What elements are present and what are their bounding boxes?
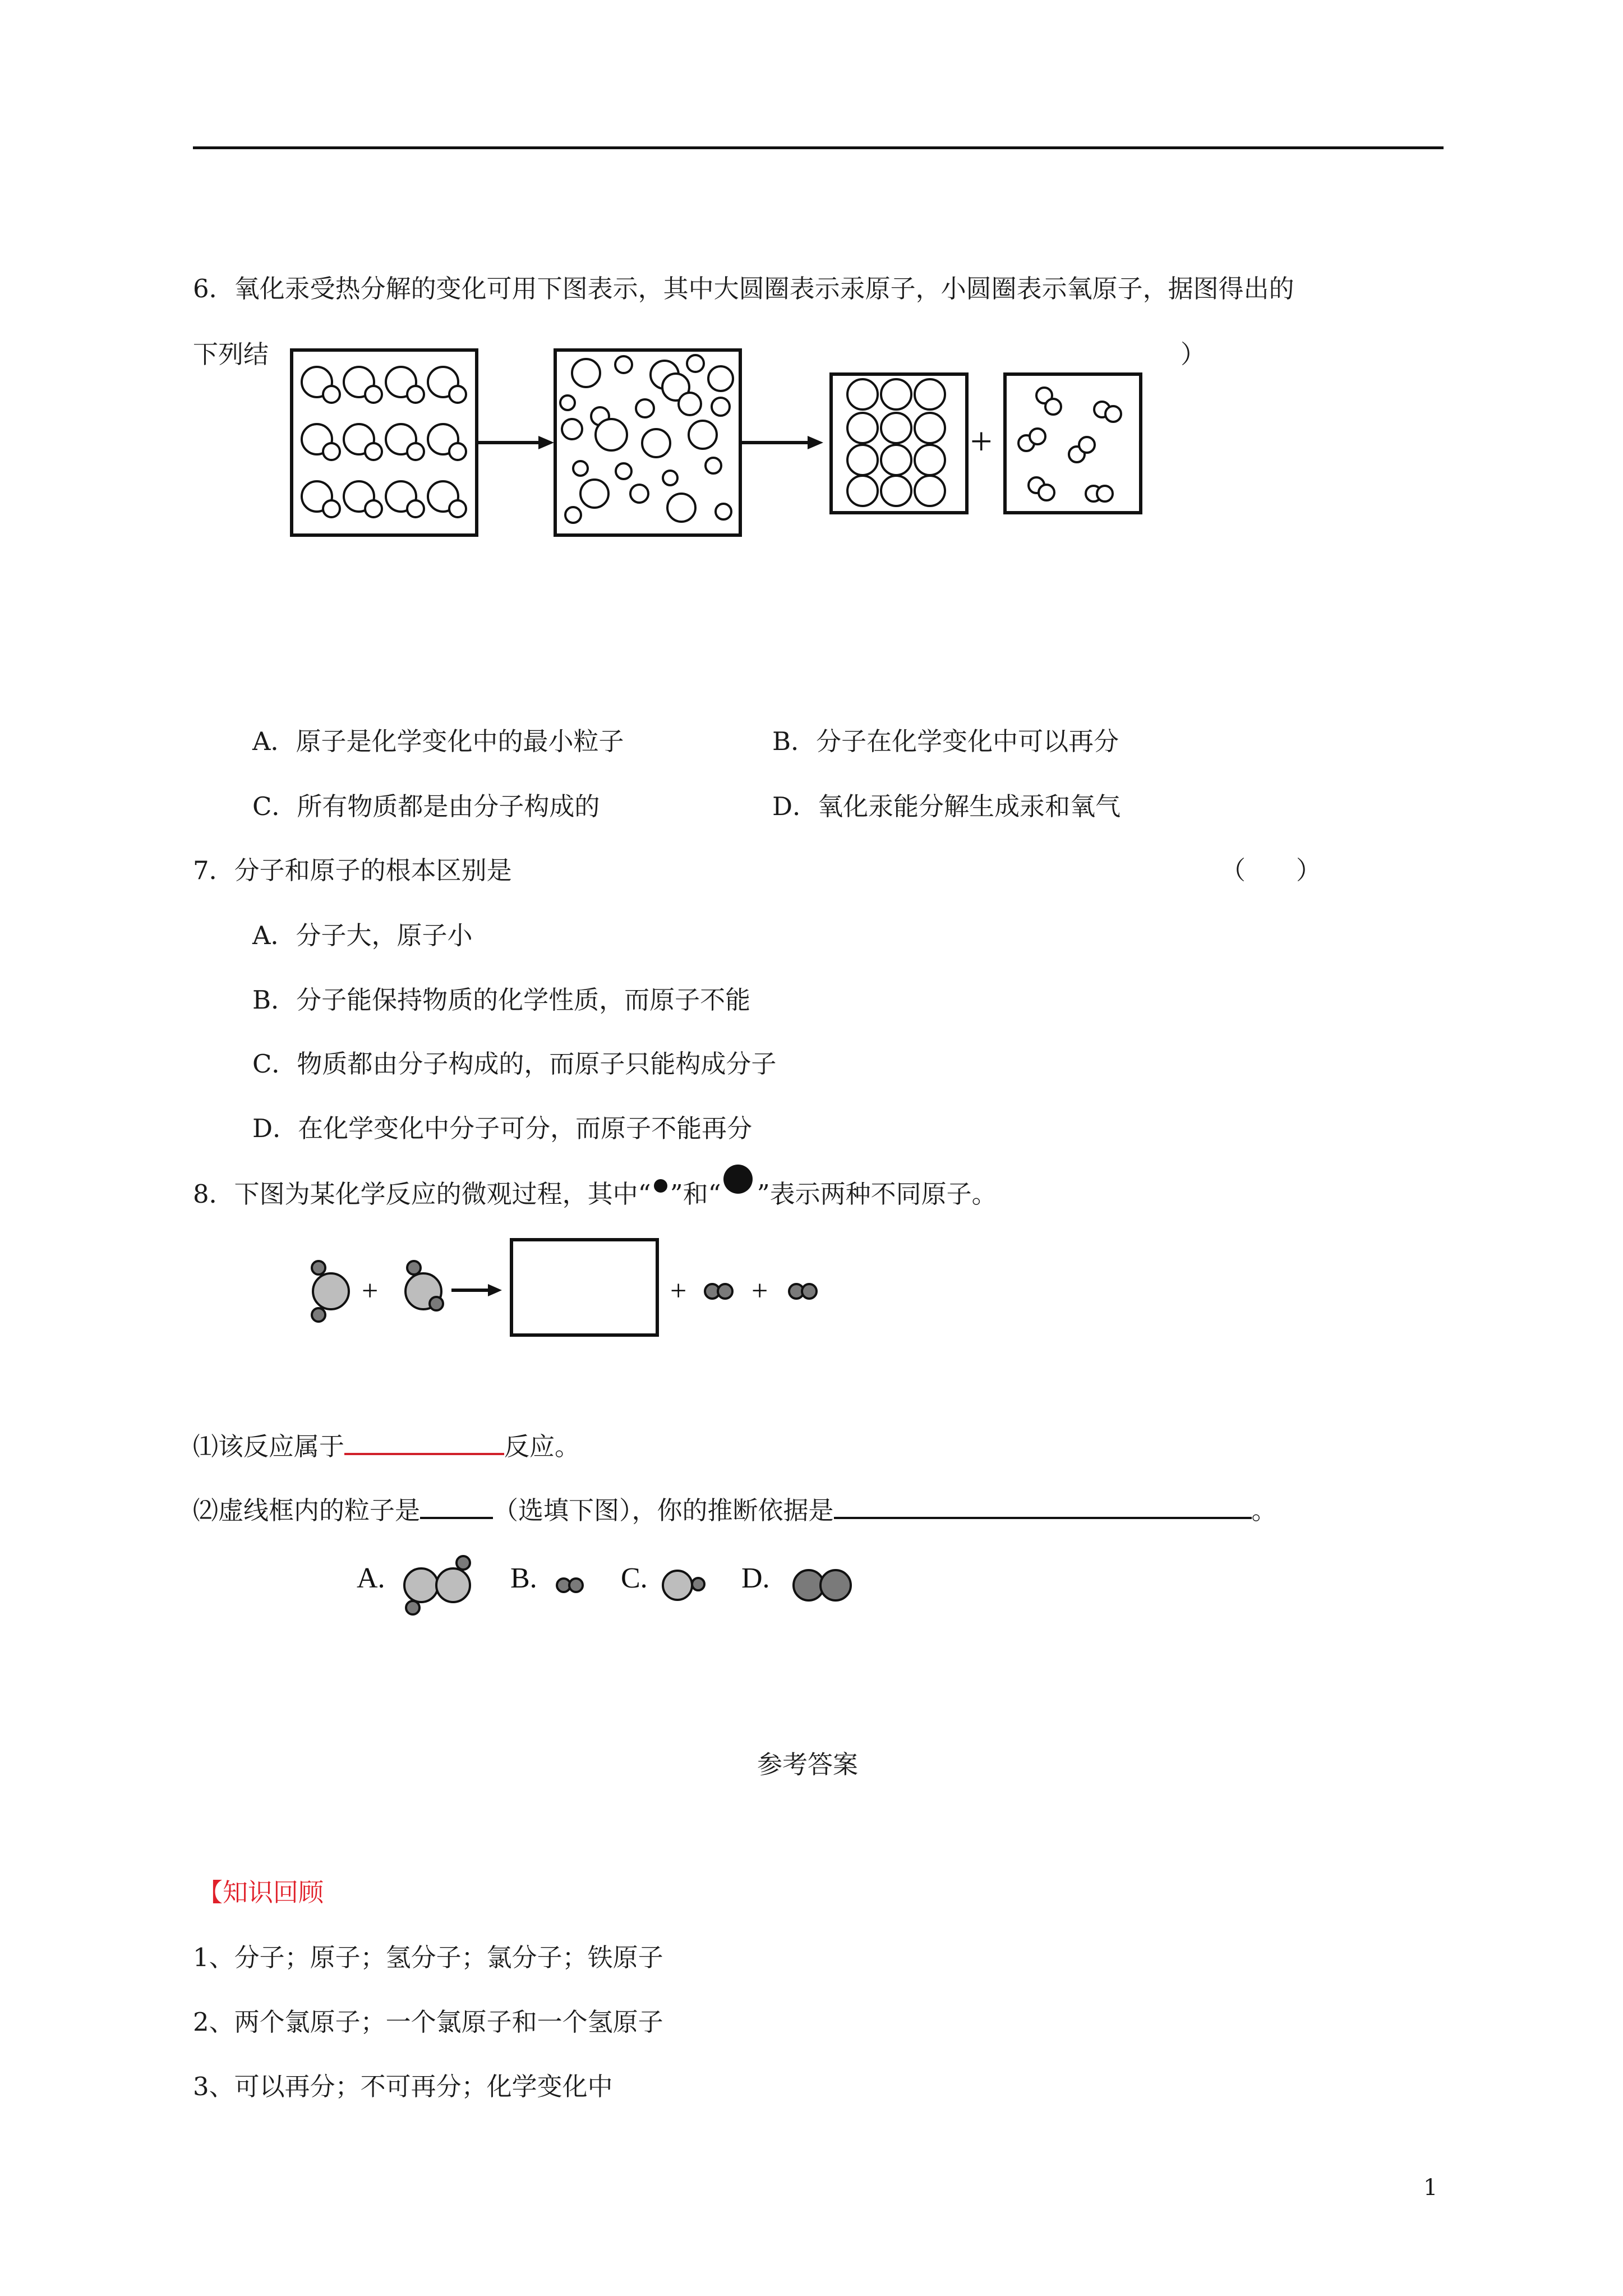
q6-decomposition-diagram <box>0 0 1623 561</box>
q8-sub1-pre: ⑴该反应属于 <box>193 1432 345 1461</box>
q8-sub2-pre: ⑵虚线框内的粒子是 <box>193 1496 421 1525</box>
q8-choice-label-b: B. <box>510 1562 537 1594</box>
q6-answer-paren: ） <box>1181 339 1206 369</box>
q8-unknown-box <box>511 1240 657 1335</box>
q6-box-mercury-oxide <box>292 350 477 535</box>
large-atom-symbol <box>721 1177 757 1203</box>
q8-arrow <box>451 1284 502 1296</box>
q8-plus-1: + <box>362 1275 379 1307</box>
q7-stem: 7．分子和原子的根本区别是 <box>193 855 512 885</box>
choice-b-molecule <box>557 1579 583 1592</box>
q6-box-oxygen <box>1005 374 1141 513</box>
choice-a-molecule <box>404 1556 470 1614</box>
q7-option-b: B．分子能保持物质的化学性质，而原子不能 <box>252 985 751 1015</box>
q6-stem-line2: 下列结 <box>193 339 269 369</box>
q6-arrow-2 <box>740 436 823 449</box>
q6-box-mercury <box>831 374 967 513</box>
q6-arrow-1 <box>477 436 554 449</box>
q8-sub2-blank-reason[interactable] <box>834 1492 1252 1519</box>
q6-option-d: D．氧化汞能分解生成汞和氧气 <box>772 792 1121 821</box>
q8-sub1-post: 反应。 <box>504 1432 580 1461</box>
q8-choice-figures <box>0 1537 1623 1616</box>
q8-stem-post: ”表示两种不同原子。 <box>757 1179 997 1209</box>
product-diatomic-2 <box>789 1284 817 1299</box>
q8-choice-label-c: C. <box>621 1562 648 1594</box>
page-number: 1 <box>1423 2175 1438 2201</box>
product-diatomic-1 <box>705 1284 732 1299</box>
q7-option-c: C．物质都由分子构成的，而原子只能构成分子 <box>252 1049 777 1079</box>
answers-title: 参考答案 <box>757 1750 859 1779</box>
q8-choice-label-d: D. <box>741 1562 770 1594</box>
q8-sub2-blank-choice[interactable] <box>420 1492 493 1519</box>
answers-section-heading: 【知识回顾 <box>197 1878 324 1907</box>
q7-option-d: D．在化学变化中分子可分，而原子不能再分 <box>252 1114 753 1143</box>
q8-plus-3: + <box>751 1275 768 1307</box>
q8-reaction-diagram <box>0 1234 1623 1369</box>
choice-d-molecule <box>794 1570 851 1600</box>
q6-option-b: B．分子在化学变化中可以再分 <box>772 726 1119 756</box>
small-atom-symbol <box>651 1178 670 1204</box>
q6-option-a: A．原子是化学变化中的最小粒子 <box>252 726 624 756</box>
reactant-molecule-1 <box>312 1261 349 1322</box>
q8-sub2-mid: （选填下图），你的推断依据是 <box>493 1496 834 1525</box>
q8-stem-pre: 8．下图为某化学反应的微观过程，其中“ <box>193 1179 651 1209</box>
q7-answer-paren: （ ） <box>1220 855 1322 885</box>
q7-option-a: A．分子大，原子小 <box>252 921 473 950</box>
q6-box-separated-atoms <box>555 350 740 535</box>
answer-line-3: 3、可以再分；不可再分；化学变化中 <box>193 2072 613 2101</box>
q8-choice-label-a: A. <box>357 1562 385 1594</box>
q8-sub1 <box>193 1428 580 1464</box>
reactant-molecule-2 <box>405 1261 443 1310</box>
q8-stem-mid: ”和“ <box>670 1179 721 1209</box>
q8-plus-2: + <box>670 1275 687 1307</box>
q8-sub1-blank[interactable] <box>344 1428 504 1455</box>
choice-c-molecule <box>663 1571 704 1600</box>
q6-stem-line1: 6．氧化汞受热分解的变化可用下图表示，其中大圆圈表示汞原子，小圆圈表示氧原子，据图得出的 <box>193 274 1294 303</box>
answer-line-2: 2、两个氯原子；一个氯原子和一个氢原子 <box>193 2007 663 2037</box>
answer-line-1: 1、分子；原子；氢分子；氯分子；铁原子 <box>193 1943 663 1972</box>
q8-sub2 <box>193 1492 1277 1527</box>
q6-plus-sign: + <box>970 420 993 463</box>
hgo-molecule <box>302 367 466 517</box>
q8-sub2-post: 。 <box>1251 1496 1277 1525</box>
q6-option-c: C．所有物质都是由分子构成的 <box>252 792 600 821</box>
q8-stem <box>193 1177 997 1211</box>
